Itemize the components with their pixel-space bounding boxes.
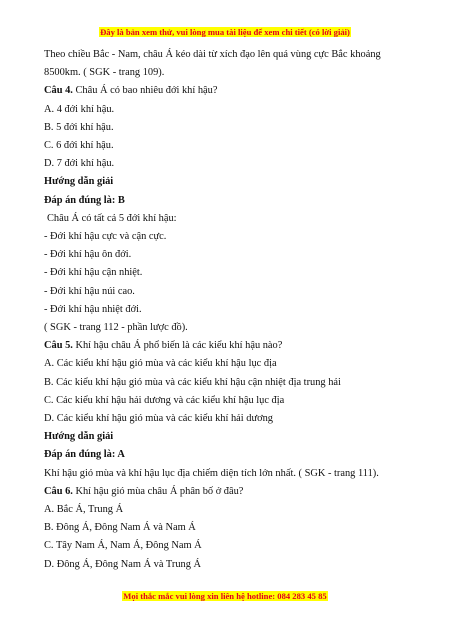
question-5 — [44, 337, 416, 355]
q4-explanation-line: - Đới khí hậu cận nhiệt. — [44, 267, 143, 279]
q4-guide-title: Hướng dẫn giải — [44, 176, 114, 188]
q4-explanation-line: - Đới khí hậu núi cao. — [44, 285, 135, 297]
q4-answer: Đáp án đúng là: B — [44, 194, 125, 206]
document-body — [44, 46, 416, 574]
q6-option-a: A. Bắc Á, Trung Á — [44, 504, 124, 516]
q4-explanation-line: - Đới khí hậu cực và cận cực. — [44, 231, 167, 243]
preview-banner — [0, 27, 450, 37]
q4-option-a: A. 4 đới khí hậu. — [44, 103, 115, 115]
q5-option-a: A. Các kiểu khí hậu gió mùa và các kiểu khí hậu lục địa — [44, 358, 277, 370]
hotline-banner-text: Mọi thắc mắc vui lòng xin liên hệ hotline: 084 283 45 85 — [123, 591, 327, 601]
q5-option-d: D. Các kiểu khí hậu gió mùa và các kiểu khí hải dương — [44, 413, 273, 425]
q5-guide-title: Hướng dẫn giải — [44, 431, 114, 443]
q6-option-b: B. Đông Á, Đông Nam Á và Nam Á — [44, 522, 196, 534]
question-6-label: Câu 6. — [44, 485, 73, 497]
preview-banner-text: Đây là bản xem thử, vui lòng mua tài liệu để xem chi tiết (có lời giải) — [100, 27, 350, 37]
question-5-label: Câu 5. — [44, 340, 73, 352]
question-6-text: Khí hậu gió mùa châu Á phân bố ở đâu? — [72, 485, 244, 497]
q4-option-c: C. 6 đới khí hậu. — [44, 140, 114, 152]
question-6 — [44, 483, 416, 501]
q5-option-b: B. Các kiểu khí hậu gió mùa và các kiểu khí hậu cận nhiệt địa trung hải — [44, 376, 341, 388]
hotline-banner — [0, 591, 450, 601]
question-5-text: Khí hậu châu Á phổ biến là các kiểu khí hậu nào? — [72, 340, 283, 352]
q5-answer: Đáp án đúng là: A — [44, 449, 125, 461]
question-4-label: Câu 4. — [44, 85, 73, 97]
q5-option-c: C. Các kiểu khí hậu hải dương và các kiểu khí hậu lục địa — [44, 394, 285, 406]
q4-explanation-line: ( SGK - trang 112 - phần lược đồ). — [44, 322, 188, 334]
question-4-text: Châu Á có bao nhiêu đới khí hậu? — [72, 85, 218, 97]
question-4 — [44, 82, 416, 100]
q4-option-d: D. 7 đới khí hậu. — [44, 158, 115, 170]
q4-option-b: B. 5 đới khí hậu. — [44, 121, 114, 133]
q4-explanation-line: - Đới khí hậu nhiệt đới. — [44, 303, 142, 315]
q6-option-d: D. Đông Á, Đông Nam Á và Trung Á — [44, 558, 202, 570]
q4-explanation-line: Châu Á có tất cả 5 đới khí hậu: — [47, 212, 177, 224]
q6-option-c: C. Tây Nam Á, Nam Á, Đông Nam Á — [44, 540, 202, 552]
intro-paragraph: Theo chiều Bắc - Nam, châu Á kéo dài từ xích đạo lên quá vùng cực Bắc khoảng 8500km. ( SGK - trang 109). — [44, 49, 381, 79]
q4-explanation-line: - Đới khí hậu ôn đới. — [44, 249, 132, 261]
q5-explanation: Khí hậu gió mùa và khí hậu lục địa chiếm diện tích lớn nhất. ( SGK - trang 111). — [44, 467, 379, 479]
